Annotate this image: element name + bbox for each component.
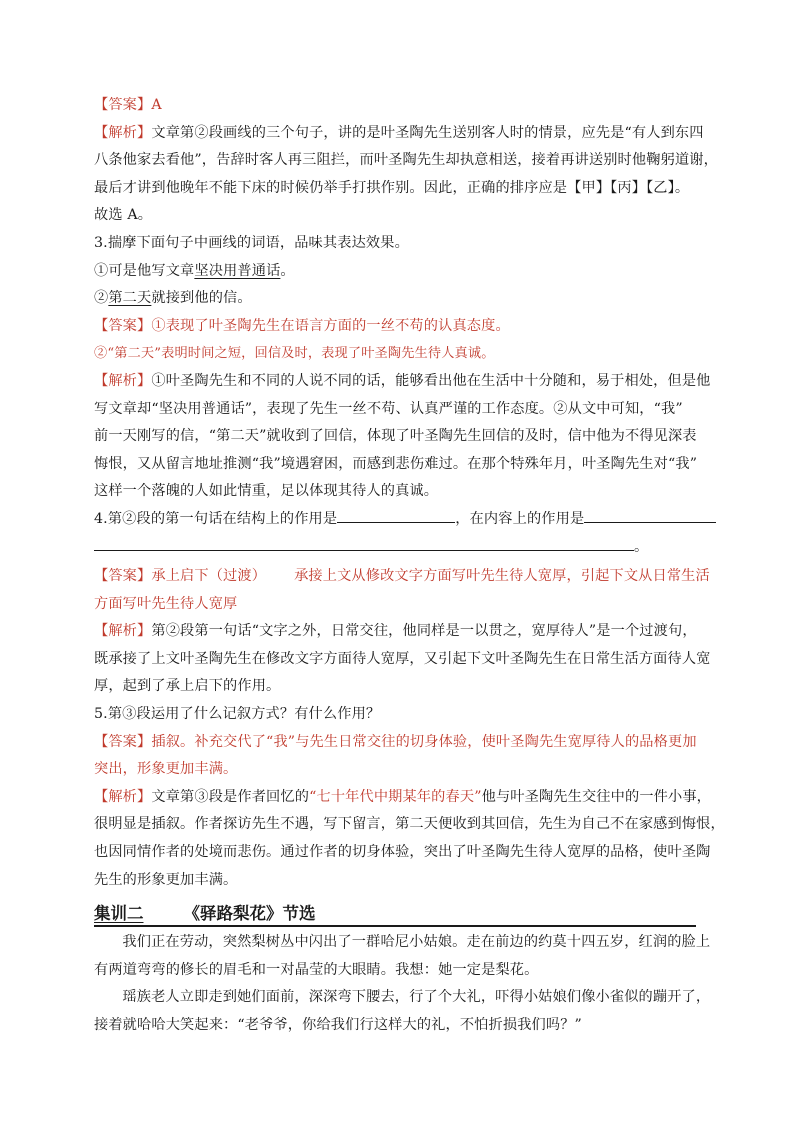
analysis-text: 文章第②段画线的三个句子，讲的是叶圣陶先生送别客人时的情景，应先是“有人到东四 xyxy=(151,124,704,141)
answer-tag: 【答案】 xyxy=(94,733,152,750)
analysis-line: 也因同情作者的处境而悲伤。通过作者的切身体验，突出了叶圣陶先生待人宽厚的品格，使叶圣陶 xyxy=(94,844,711,861)
analysis-line: 写文章却“坚决用普通话”，表现了先生一丝不苟、认真严谨的工作态度。②从文中可知，“我” xyxy=(94,400,683,417)
question-4-prompt: 4.第②段的第一句话在结构上的作用是 ，在内容上的作用是 xyxy=(94,506,700,534)
analysis-tag: 【解析】 xyxy=(94,788,152,805)
question-3-sentence-2: ②第二天就接到他的信。 xyxy=(94,290,252,307)
section-title: 《驿路梨花》节选 xyxy=(183,904,316,924)
passage-paragraph-line: 接着就哈哈大笑起来：“老爷爷，你给我们行这样大的礼，不怕折损我们吗？” xyxy=(94,1017,582,1033)
answer-text: 承接上文从修改文字方面写叶先生待人宽厚，引起下文从日常生活 xyxy=(294,568,710,585)
passage-paragraph-line: 我们正在劳动，突然梨树丛中闪出了一群哈尼小姑娘。走在前边的约莫十四五岁，红润的脸上 xyxy=(122,934,711,951)
answer-tag: 【答案】 xyxy=(94,568,152,585)
answer-line xyxy=(94,563,710,591)
question-5-prompt: 5.第③段运用了什么记叙方式？有什么作用？ xyxy=(94,706,381,723)
answer-blank[interactable] xyxy=(94,549,634,551)
analysis-tag: 【解析】 xyxy=(94,124,152,141)
section-label: 集训二 xyxy=(94,904,144,924)
analysis-line: 八条他家去看他”，告辞时客人再三阻拦，而叶圣陶先生却执意相送，接着再讲送别时他鞠躬道谢， xyxy=(94,152,718,169)
section-heading xyxy=(94,898,696,927)
answer-text: ①表现了叶圣陶先生在语言方面的一丝不苟的认真态度。 xyxy=(151,317,510,334)
answer-tag: 【答案】 xyxy=(94,317,152,334)
analysis-line: 最后才讲到他晚年不能下床的时候仍举手打拱作别。因此，正确的排序应是【甲】【丙】【乙】。 xyxy=(94,179,690,196)
analysis-line: 既承接了上文叶圣陶先生在修改文字方面待人宽厚，又引起下文叶圣陶先生在日常生活方面待人宽 xyxy=(94,650,711,667)
analysis-line: 先生的形象更加丰满。 xyxy=(94,871,238,888)
answer-line xyxy=(94,92,700,120)
analysis-line xyxy=(94,368,711,396)
underlined-phrase: 第二天 xyxy=(108,290,152,307)
analysis-line: 很明显是插叙。作者探访先生不遇，写下留言，第二天便收到其回信，先生为自己不在家感到悔恨， xyxy=(94,816,725,833)
quoted-time: “七十年代中期某年的春天” xyxy=(309,788,482,805)
answer-blank[interactable] xyxy=(337,521,455,523)
question-3-prompt: 3.揣摩下面句子中画线的词语，品味其表达效果。 xyxy=(94,234,409,251)
answer-line: 方面写叶先生待人宽厚 xyxy=(94,595,238,612)
analysis-line: 【解析】文章第③段是作者回忆的“七十年代中期某年的春天”他与叶圣陶先生交往中的一件小事， xyxy=(94,788,712,805)
analysis-line: 前一天刚写的信，“第二天”就收到了回信，体现了叶圣陶先生回信的及时，信中他为不得见深表 xyxy=(94,428,697,445)
answer-line: 突出，形象更加丰满。 xyxy=(94,761,238,778)
answer-line: ②“第二天”表明时间之短，回信及时，表现了叶圣陶先生待人真诚。 xyxy=(94,346,495,362)
answer-line xyxy=(94,313,700,341)
answer-line xyxy=(94,729,700,757)
question-3-sentence-1: ①可是他写文章坚决用普通话。 xyxy=(94,262,295,279)
analysis-line: 故选 A。 xyxy=(94,207,153,224)
analysis-line xyxy=(94,618,700,646)
answer-text: 插叙。补充交代了“我”与先生日常交往的切身体验，使叶圣陶先生宽厚待人的品格更加 xyxy=(151,733,697,750)
analysis-text: 第②段第一句话“文字之外，日常交往，他同样是一以贯之，宽厚待人”是一个过渡句， xyxy=(151,623,697,640)
analysis-tag: 【解析】 xyxy=(94,623,152,640)
passage-paragraph-line: 瑶族老人立即走到她们面前，深深弯下腰去，行了个大礼，吓得小姑娘们像小雀似的蹦开了， xyxy=(122,989,711,1006)
document-page xyxy=(94,92,725,1040)
answer-text: 承上启下（过渡） xyxy=(151,568,267,585)
analysis-line: 厚，起到了承上启下的作用。 xyxy=(94,678,281,695)
answer-blank[interactable] xyxy=(584,521,716,523)
underlined-phrase: 坚决用普通话 xyxy=(194,262,281,279)
analysis-line: 悔恨，又从留言地址推测“我”境遇窘困，而感到悲伤难过。在那个特殊年月，叶圣陶先生对“我” xyxy=(94,455,698,472)
question-4-prompt-cont: 。 xyxy=(94,534,700,562)
passage-paragraph-line: 有两道弯弯的修长的眉毛和一对晶莹的大眼睛。我想：她一定是梨花。 xyxy=(94,961,539,978)
answer-tag: 【答案】 xyxy=(94,97,152,113)
analysis-line: 这样一个落魄的人如此情重，足以体现其待人的真诚。 xyxy=(94,483,439,500)
analysis-line xyxy=(94,120,704,148)
analysis-tag: 【解析】 xyxy=(94,372,152,389)
answer-text: A xyxy=(151,97,162,113)
analysis-text: ①叶圣陶先生和不同的人说不同的话，能够看出他在生活中十分随和，易于相处，但是他 xyxy=(151,372,711,389)
